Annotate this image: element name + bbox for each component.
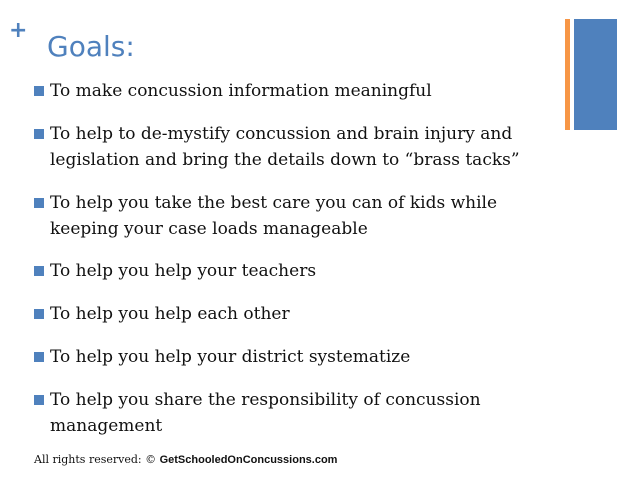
- square-bullet-icon: [34, 198, 44, 208]
- bullet-item: [34, 301, 524, 327]
- square-bullet-icon: [34, 352, 44, 362]
- bullet-text: To help you help your teachers: [50, 261, 317, 281]
- bullet-item: [34, 344, 524, 370]
- square-bullet-icon: [34, 309, 44, 319]
- bullet-text: To help you take the best care you can of kids while keeping your case loads manageable: [50, 193, 498, 239]
- bullet-text: To help you help your district systematize: [50, 347, 411, 367]
- bullet-item: [34, 190, 524, 242]
- footer-prefix: All rights reserved: ©: [34, 453, 157, 466]
- copyright-footer: [34, 454, 337, 466]
- bullet-item: [34, 78, 524, 104]
- bullet-text: To make concussion information meaningful: [50, 81, 432, 101]
- square-bullet-icon: [34, 129, 44, 139]
- bullet-item: [34, 121, 524, 173]
- plus-icon: +: [9, 18, 28, 43]
- square-bullet-icon: [34, 395, 44, 405]
- square-bullet-icon: [34, 86, 44, 96]
- footer-site: GetSchooledOnConcussions.com: [159, 454, 338, 466]
- bullet-item: [34, 387, 524, 439]
- square-bullet-icon: [34, 266, 44, 276]
- slide-title: Goals:: [47, 30, 135, 63]
- bullet-text: To help you help each other: [50, 304, 290, 324]
- bullet-text: To help to de-mystify concussion and brain injury and legislation and bring the details down to “brass tacks”: [50, 124, 520, 170]
- bullet-text: To help you share the responsibility of concussion management: [50, 390, 481, 436]
- bullet-item: [34, 258, 524, 284]
